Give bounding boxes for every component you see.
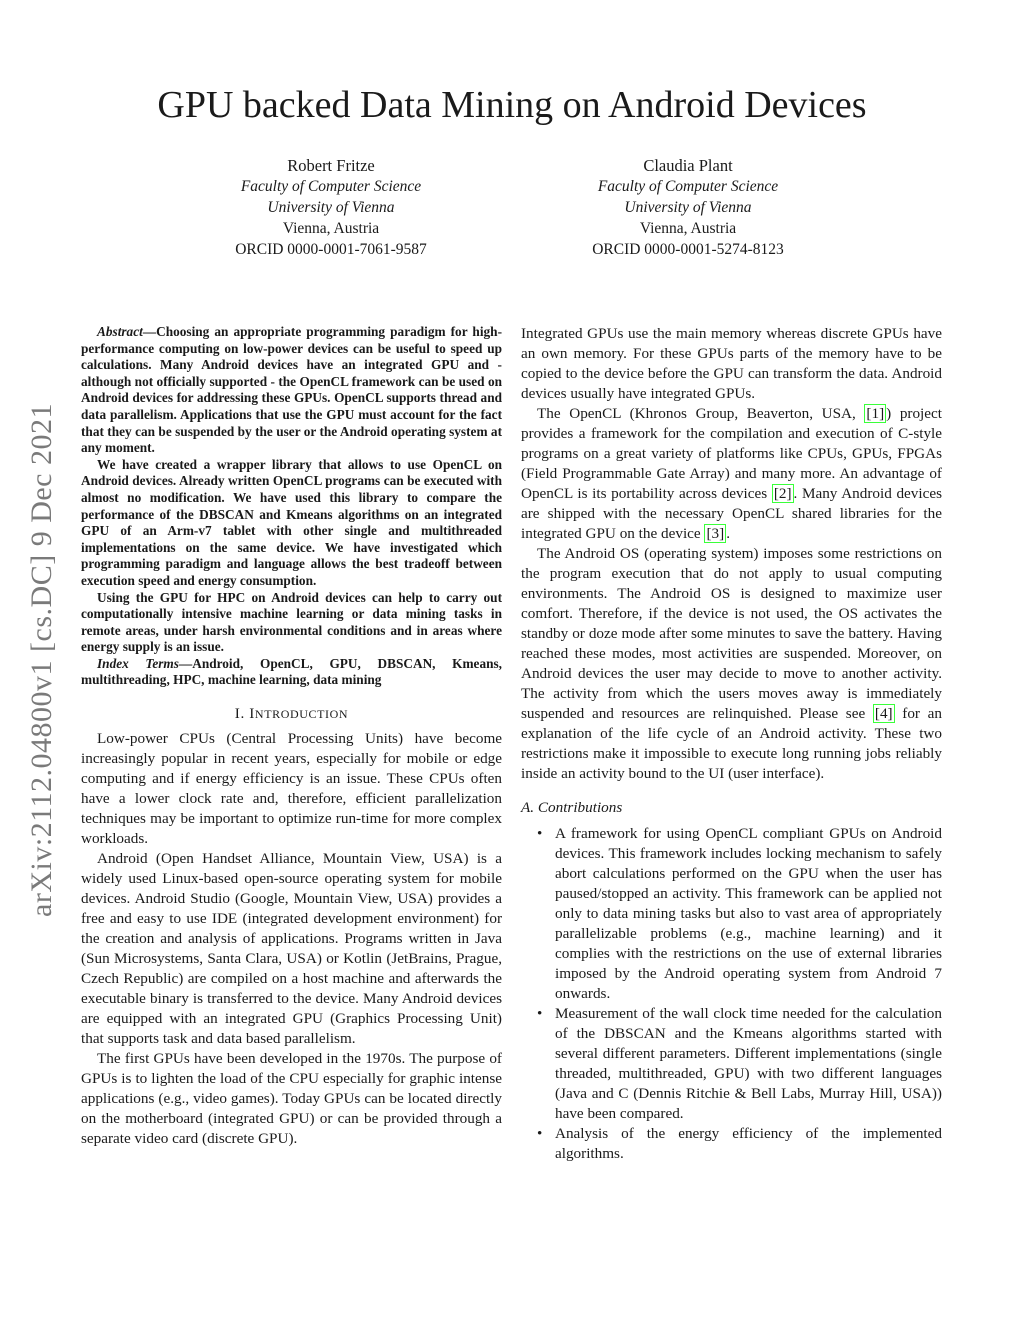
arxiv-side-banner xyxy=(16,360,68,960)
section-title-rest: NTRODUCTION xyxy=(254,707,349,722)
author-location: Vienna, Austria xyxy=(282,220,380,237)
index-terms-label: Index Terms xyxy=(97,655,179,671)
intro-paragraph-1: Low-power CPUs (Central Processing Units) have become increasingly popular in recent years, especially for mobile or edge computing and if energy efficiency is an issue. These CPUs often have a lower clock rate and, therefore, efficient parallelization techniques may be important to optimize run-time for more complex workloads. xyxy=(81,730,502,848)
author-university: University of Vienna xyxy=(267,199,395,216)
citation-link-1[interactable]: [1] xyxy=(866,405,885,422)
author-department: Faculty of Computer Science xyxy=(240,178,422,195)
section-heading-introduction xyxy=(81,704,502,724)
list-item: • A framework for using OpenCL compliant GPUs on Android devices. This framework includes locking mechanism to safely abort calculations performed on the GPU when the user has paused/stopped an activity. This framework can be applied not only to data mining tasks but also to vast area of appropriately parallelizable problems (e.g., machine learning) and it complies with the restrictions on the use of external libraries imposed by the Android operating system from Android 7 onwards. xyxy=(555,824,942,1004)
section-numeral: I. xyxy=(234,705,250,723)
subsection-heading-contributions: A. Contributions xyxy=(521,799,623,816)
author-name: Claudia Plant xyxy=(643,156,733,175)
text-run: ) project provides a framework for the compilation and execution of C-style programs on a great variety of platforms like CPUs, GPUs, FPGAs (Field Programmable Gate Array) and many more. An advantage of OpenCL is its portability across devices xyxy=(521,405,942,502)
list-item: • Measurement of the wall clock time needed for the calculation of the DBSCAN and the Kmeans algorithms started with several different parameters. Different implementations (single threaded, multithreaded, GPU) with two different languages (Java and C (Dennis Ritchie & Bell Labs, Murray Hill, USA)) have been compared. xyxy=(555,1004,942,1124)
author-university: University of Vienna xyxy=(624,199,752,216)
abstract-paragraph-2: We have created a wrapper library that allows to use OpenCL on Android devices. Already written OpenCL programs can be executed with almost no modification. We have used this library to compare the performance of the DBSCAN and Kmeans algorithms on an integrated GPU of an Arm-v7 tablet with other single and multithreaded implementations on the same device. We have investigated which programming paradigm and language allows the best tradeoff between execution speed and energy consumption. xyxy=(81,456,502,588)
intro-paragraph-2: Android (Open Handset Alliance, Mountain View, USA) is a widely used Linux-based open-source operating system for mobile devices. Android Studio (Google, Mountain View, USA) provides a free and easy to use IDE (integrated development environment) for the creation and analysis of applications. Programs written in Java (Sun Microsystems, Santa Clara, USA) or Kotlin (JetBrains, Prague, Czech Republic) are compiled on a host machine and afterwards the executable binary is transferred to the device. Many Android devices are equipped with an integrated GPU (Graphics Processing Unit) that supports task and data based parallelism. xyxy=(81,850,502,1048)
intro-paragraph-4: Integrated GPUs use the main memory whereas discrete GPUs have an own memory. For these GPUs parts of the memory have to be copied to the device before the GPU can transform the data. Android devices usually have integrated GPUs. xyxy=(521,325,942,402)
abstract xyxy=(81,324,502,689)
text-run: The Android OS (operating system) imposes some restrictions on the program execution that do not apply to usual computing environments. The Android OS is designed to maximize user comfort. Therefore, if the device is not used, the OS activates the standby or doze mode after some minutes to save the battery. Having reached these modes, most activities are suspended. Moreover, on Android devices the user may decide to move to another activity. The activity from which the users moves away is immediately suspended and resources are relinquished. Please see xyxy=(521,545,942,722)
abstract-text: Choosing an appropriate programming paradigm for high-performance computing on low-power devices can be useful to speed up calculations. Many Android devices have an integrated GPU and - although not officially supported - the OpenCL framework can be used on Android devices for addressing these GPUs. OpenCL supports thread and data parallelism. Applications that use the GPU must account for the fact that they can be suspended by the user or the Android operating system at any moment. xyxy=(81,324,502,456)
intro-paragraph-3: The first GPUs have been developed in the 1970s. The purpose of GPUs is to lighten the load of the CPU especially for graphic intense applications (e.g., video games). Today GPUs can be located directly on the motherboard (integrated GPU) or can be provided through a separate video card (discrete GPU). xyxy=(81,1050,502,1148)
intro-paragraph-5 xyxy=(521,404,942,544)
left-column xyxy=(81,324,502,1149)
author-block-plant xyxy=(538,155,838,260)
right-column xyxy=(521,324,942,1164)
abstract-paragraph-1 xyxy=(81,324,502,457)
arxiv-identifier: arXiv:2112.04800v1 [cs.DC] 9 Dec 2021 xyxy=(25,403,58,917)
author-block-fritze xyxy=(181,155,481,260)
author-orcid: ORCID 0000-0001-7061-9587 xyxy=(235,241,427,258)
citation-link-3[interactable]: [3] xyxy=(706,525,725,542)
text-run: . xyxy=(726,525,730,542)
paper-title: GPU backed Data Mining on Android Devices xyxy=(157,84,867,126)
index-terms xyxy=(81,656,502,689)
author-orcid: ORCID 0000-0001-5274-8123 xyxy=(592,241,784,258)
author-name: Robert Fritze xyxy=(287,156,375,175)
citation-link-4[interactable]: [4] xyxy=(874,705,893,722)
author-department: Faculty of Computer Science xyxy=(597,178,779,195)
list-item: • Analysis of the energy efficiency of the implemented algorithms. xyxy=(555,1124,942,1164)
author-location: Vienna, Austria xyxy=(639,220,737,237)
intro-paragraph-6 xyxy=(521,544,942,784)
index-terms-text: Android, OpenCL, GPU, DBSCAN, Kmeans, multithreading, HPC, machine learning, data mining xyxy=(81,655,503,688)
text-run: . Many Android devices are shipped with the necessary OpenCL shared libraries for the integrated GPU on the device xyxy=(521,485,942,542)
text-run: for an explanation of the life cycle of an Android activity. These two restrictions make it impossible to execute long running jobs reliably inside an activity bound to the UI (user interface). xyxy=(521,705,943,782)
abstract-dash: — xyxy=(142,324,157,339)
abstract-paragraph-3: Using the GPU for HPC on Android devices can help to carry out computationally intensive machine learning or data mining tasks in remote areas, under harsh environmental conditions and in areas where energy supply is an issue. xyxy=(81,589,502,655)
citation-link-2[interactable]: [2] xyxy=(773,485,792,502)
index-terms-dash: — xyxy=(178,655,193,671)
section-initial: I xyxy=(249,705,255,723)
contributions-list xyxy=(521,824,942,1164)
abstract-label: Abstract xyxy=(97,324,143,339)
text-run: The OpenCL (Khronos Group, Beaverton, USA, xyxy=(537,405,865,422)
